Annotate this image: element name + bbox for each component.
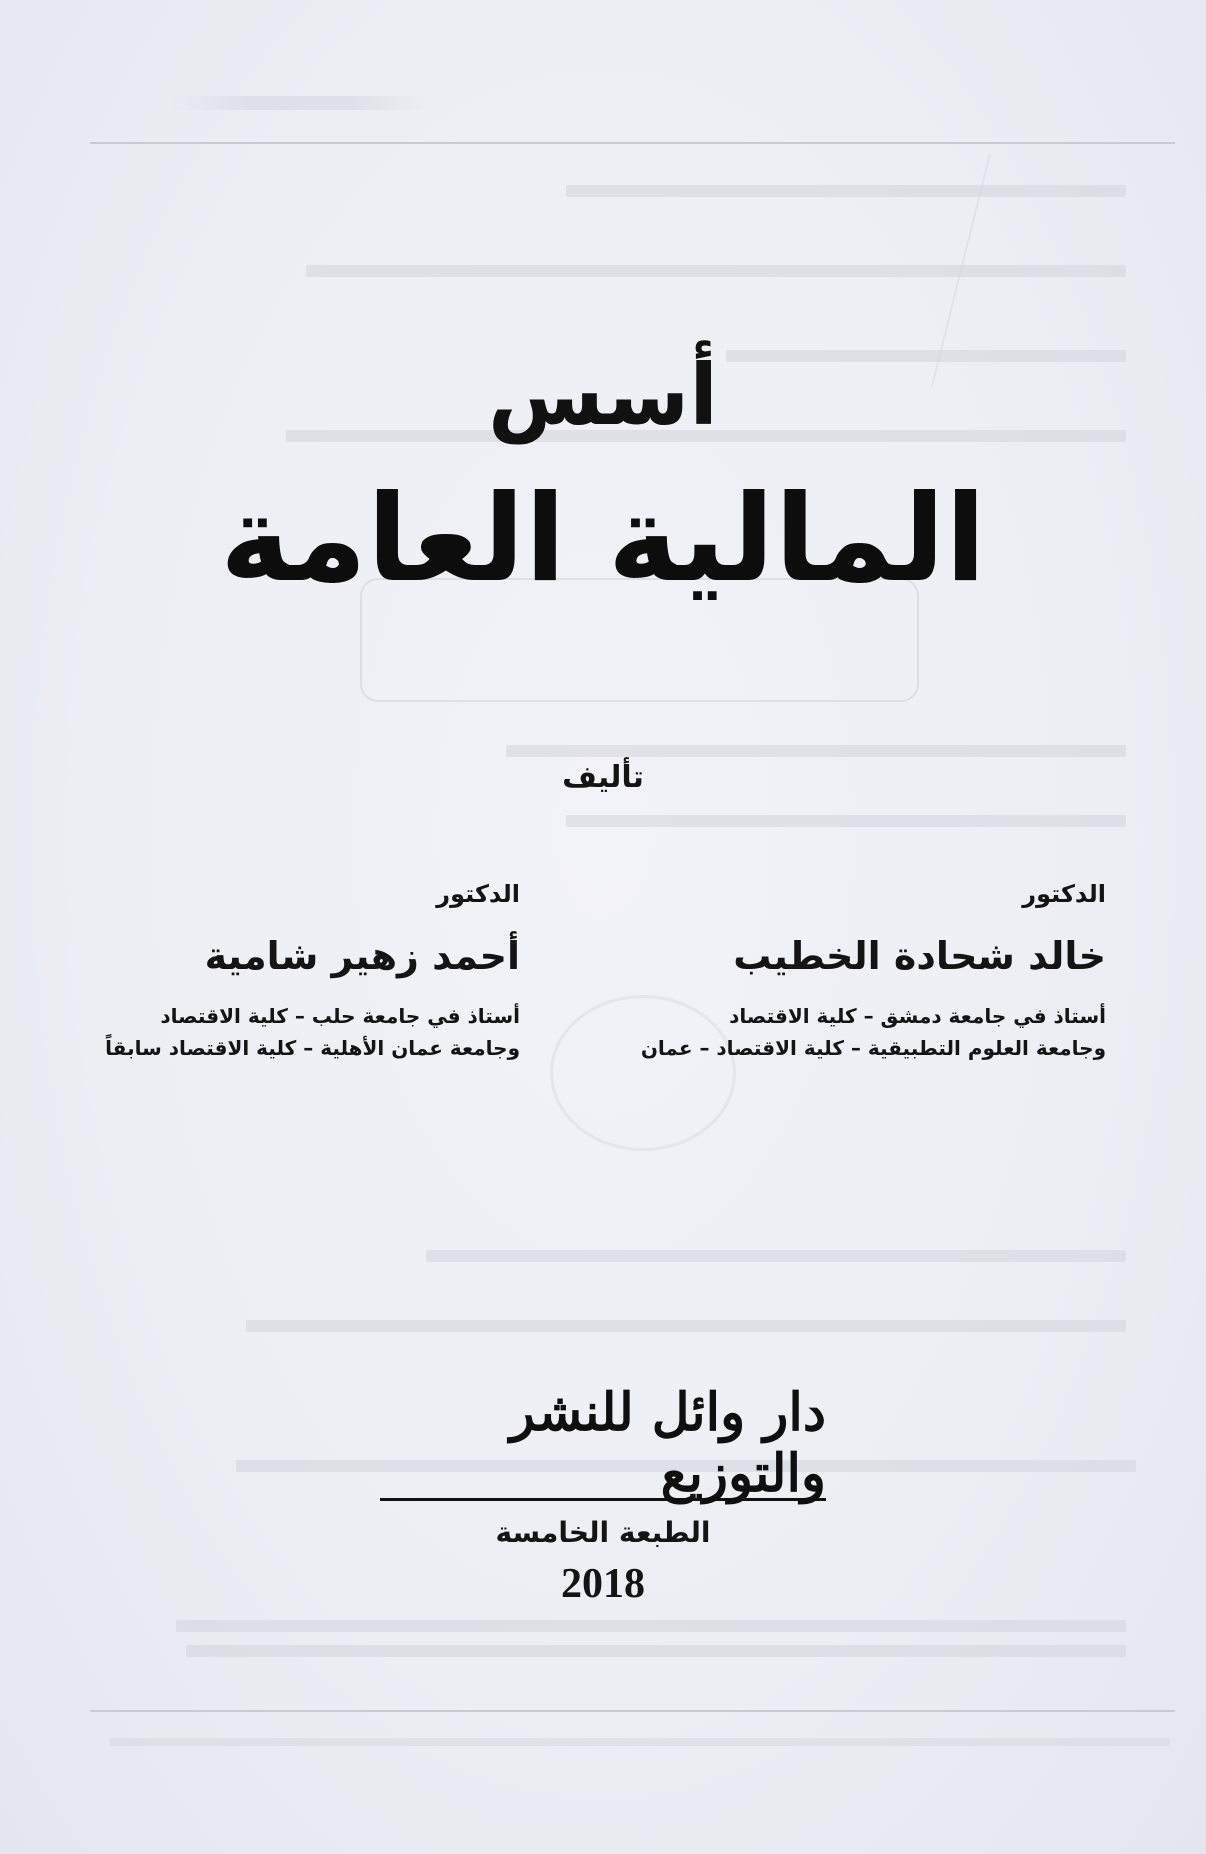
publisher-logo [380, 1382, 826, 1504]
publication-year: 2018 [561, 1561, 645, 1607]
author-affiliation: أستاذ في جامعة حلب – كلية الاقتصاد [160, 1004, 520, 1028]
bleed-line [176, 1620, 1126, 1632]
edition-label: الطبعة الخامسة [495, 1516, 711, 1549]
publisher-logo-text: دار وائل للنشر والتوزيع [509, 1382, 826, 1504]
author-degree: الدكتور [436, 880, 520, 908]
bleed-line [186, 1645, 1126, 1657]
author-name: خالد شحادة الخطيب [733, 934, 1106, 978]
bleed-line [566, 815, 1126, 827]
top-rule [90, 142, 1175, 144]
author-2 [50, 880, 520, 1064]
bleed-line [306, 265, 1126, 277]
bleed-line [246, 1320, 1126, 1332]
author-affiliation: وجامعة العلوم التطبيقية – كلية الاقتصاد – عمان [640, 1036, 1106, 1060]
author-1 [636, 880, 1106, 1064]
book-title-line-1: أسس [487, 346, 719, 444]
byline-label: تأليف [562, 760, 644, 795]
author-affiliation: وجامعة عمان الأهلية – كلية الاقتصاد سابقاً [105, 1036, 520, 1060]
bleed-line [506, 745, 1126, 757]
author-name: أحمد زهير شامية [204, 934, 520, 978]
author-affiliation: أستاذ في جامعة دمشق – كلية الاقتصاد [729, 1004, 1106, 1028]
bleed-line [566, 185, 1126, 197]
bleed-line [426, 1250, 1126, 1262]
bleed-through-footer [110, 1738, 1170, 1746]
book-title-line-2: المالية العامة [219, 470, 987, 609]
author-degree: الدكتور [1022, 880, 1106, 908]
bottom-rule [90, 1710, 1175, 1712]
bleed-through-header [170, 96, 430, 110]
